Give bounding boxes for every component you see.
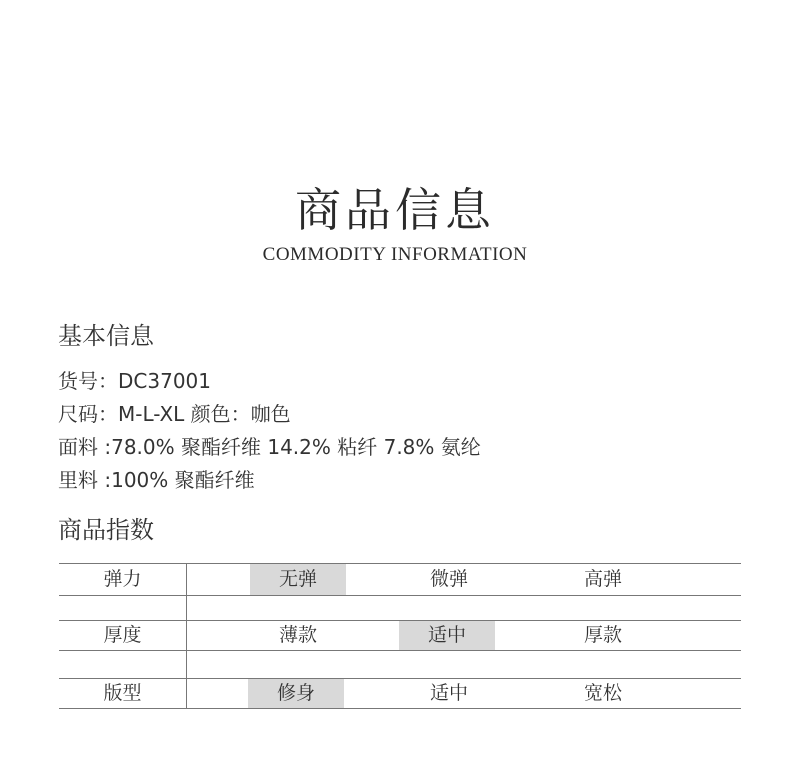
option-elasticity-slight: 微弹	[429, 568, 468, 590]
page-title-en: COMMODITY INFORMATION	[262, 244, 528, 265]
info-line-fabric: 面料 :78.0% 聚酯纤维 14.2% 粘纤 7.8% 氨纶	[58, 435, 481, 459]
option-thickness-medium: 适中	[399, 621, 495, 650]
option-elasticity-high: 高弹	[583, 568, 622, 590]
row-label-fit: 版型	[103, 682, 142, 704]
product-index-table	[59, 563, 741, 709]
table-rule	[59, 708, 741, 709]
option-fit-loose: 宽松	[583, 682, 622, 704]
info-line-item-number: 货号：DC37001	[58, 369, 211, 393]
info-line-lining: 里料 :100% 聚酯纤维	[58, 468, 255, 492]
row-label-elasticity: 弹力	[103, 568, 142, 590]
basic-info-heading: 基本信息	[58, 322, 154, 350]
option-fit-slim: 修身	[248, 679, 344, 708]
option-elasticity-none: 无弹	[250, 564, 346, 595]
option-thickness-thick: 厚款	[583, 624, 622, 646]
page-title-cn: 商品信息	[295, 183, 495, 237]
table-divider	[186, 563, 187, 709]
table-rule	[59, 595, 741, 596]
table-rule	[59, 650, 741, 651]
product-index-heading: 商品指数	[58, 516, 154, 544]
row-label-thickness: 厚度	[103, 624, 142, 646]
option-thickness-thin: 薄款	[278, 624, 317, 646]
option-fit-regular: 适中	[429, 682, 468, 704]
info-line-size-color: 尺码：M-L-XL 颜色：咖色	[58, 402, 291, 426]
